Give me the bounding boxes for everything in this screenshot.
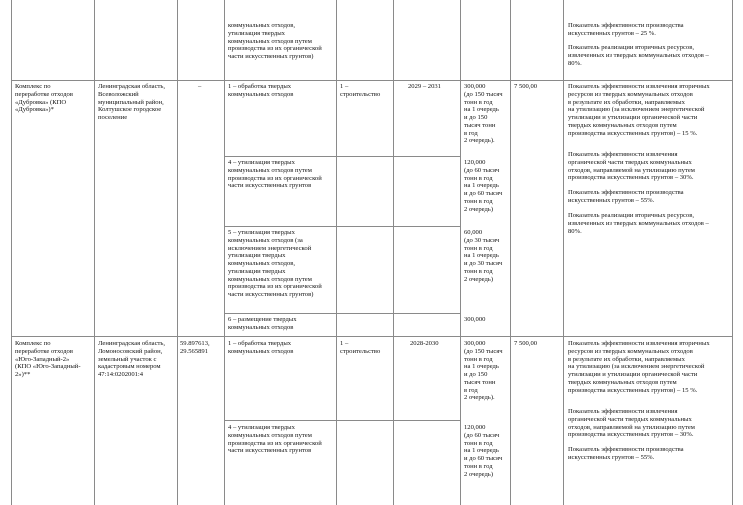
facility-coordinates: – — [198, 83, 202, 90]
stage-row-divider — [224, 313, 460, 314]
construction-period: 2028-2030 — [410, 340, 439, 347]
facility-name: Комплекс по переработке отходов «Дубровка» (КПО «Дубровка»)* — [15, 83, 73, 114]
table-column-divider — [177, 0, 178, 505]
stage-cell: коммунальных отходов, утилизация твердых коммунальных отходов путем производства из их органической части искусственных грунтов) — [228, 22, 322, 60]
capacity-cell: 300,000 — [464, 316, 486, 323]
indicator-text: Показатель эффективности производства искусственных грунтов – 55%. — [568, 189, 684, 204]
indicator-text: Показатель эффективности извлечения вторичных ресурсов из твердых коммунальных отходов в результате их обработки, направляемых на утилизацию (за исключением энергетической утилизации и утилизации органической части твердых коммунальных отходов путем производства искусственных грунтов) – 15 %. — [568, 83, 710, 137]
indicator-text: Показатель реализации вторичных ресурсов, извлеченных из твердых коммунальных отходов – 80%. — [568, 212, 709, 235]
table-column-divider — [563, 0, 564, 505]
facility-coordinates: 59.897613, 29.565891 — [180, 340, 210, 355]
capacity-cell: 60,000 (до 30 тысяч тонн в год на 1 очередь и до 30 тысяч тонн в год 2 очередь) — [464, 229, 503, 283]
table-column-divider — [224, 0, 225, 505]
stage-cell: 1 – обработка твердых коммунальных отходов — [228, 83, 294, 98]
table-column-divider — [94, 0, 95, 505]
indicator-text: Показатель эффективности извлечения органической части твердых коммунальных отходов, направляемой на утилизацию путем производства искусственных грунтов – 30%. — [568, 408, 695, 439]
activity-type: 1 – строительство — [340, 340, 381, 355]
indicator-text: Показатель эффективности извлечения органической части твердых коммунальных отходов, направляемой на утилизацию путем производства искусственных грунтов – 30%. — [568, 151, 695, 182]
table-column-divider — [336, 0, 337, 505]
stage-cell: 4 – утилизация твердых коммунальных отходов путем производства из их органической части искусственных грунтов — [228, 159, 322, 190]
table-column-divider — [460, 0, 461, 505]
stage-cell: 6 – размещение твердых коммунальных отходов — [228, 316, 297, 331]
indicator-text: Показатель реализации вторичных ресурсов, извлеченных из твердых коммунальных отходов – 80%. — [568, 44, 709, 67]
stage-row-divider — [224, 226, 460, 227]
table-column-divider — [393, 0, 394, 505]
table-border-right — [732, 0, 733, 505]
stage-cell: 5 – утилизация твердых коммунальных отходов (за исключением энергетической утилизации твердых коммунальных отходов, утилизации твердых коммунальных отходов путем производства из их органической части искусственных грунтов) — [228, 229, 322, 298]
table-column-divider — [510, 0, 511, 505]
facility-name: Комплекс по переработке отходов «Юго-Западный-2» (КПО «Юго-Западный- 2»)** — [15, 340, 81, 378]
stage-row-divider — [224, 156, 460, 157]
construction-period: 2029 – 2031 — [408, 83, 441, 90]
stage-cell: 1 – обработка твердых коммунальных отходов — [228, 340, 294, 355]
investment-cost: 7 500,00 — [514, 83, 538, 90]
facility-location: Ленинградская область, Всеволожский муниципальный район, Колтушское городское поселение — [98, 83, 166, 121]
capacity-cell: 120,000 (до 60 тысяч тонн в год на 1 очередь и до 60 тысяч тонн в год 2 очередь) — [464, 424, 503, 478]
activity-type: 1 – строительство — [340, 83, 381, 98]
capacity-cell: 300,000 (до 150 тысяч тонн в год на 1 очередь и до 150 тысяч тонн в год 2 очередь). — [464, 340, 503, 402]
stage-cell: 4 – утилизация твердых коммунальных отходов путем производства из их органической части искусственных грунтов — [228, 424, 322, 455]
facility-location: Ленинградская область, Ломоносовский район, земельный участок с кадастровым номером 47:14:0202001:4 — [98, 340, 166, 378]
capacity-cell: 120,000 (до 60 тысяч тонн в год на 1 очередь и до 60 тысяч тонн в год 2 очередь) — [464, 159, 503, 213]
stage-row-divider — [224, 420, 460, 421]
indicator-text: Показатель эффективности производства искусственных грунтов – 25 %. — [568, 22, 684, 37]
table-row-divider — [11, 80, 732, 81]
table-row-divider — [11, 336, 732, 337]
capacity-cell: 300,000 (до 150 тысяч тонн в год на 1 очередь и до 150 тысяч тонн в год 2 очередь). — [464, 83, 503, 145]
investment-cost: 7 500,00 — [514, 340, 538, 347]
indicator-text: Показатель эффективности производства искусственных грунтов – 55%. — [568, 446, 684, 461]
indicator-text: Показатель эффективности извлечения вторичных ресурсов из твердых коммунальных отходов в результате их обработки, направляемых на утилизацию (за исключением энергетической утилизации и утилизации органической части твердых коммунальных отходов путем производства искусственных грунтов) – 15 %. — [568, 340, 710, 394]
table-border-left — [11, 0, 12, 505]
